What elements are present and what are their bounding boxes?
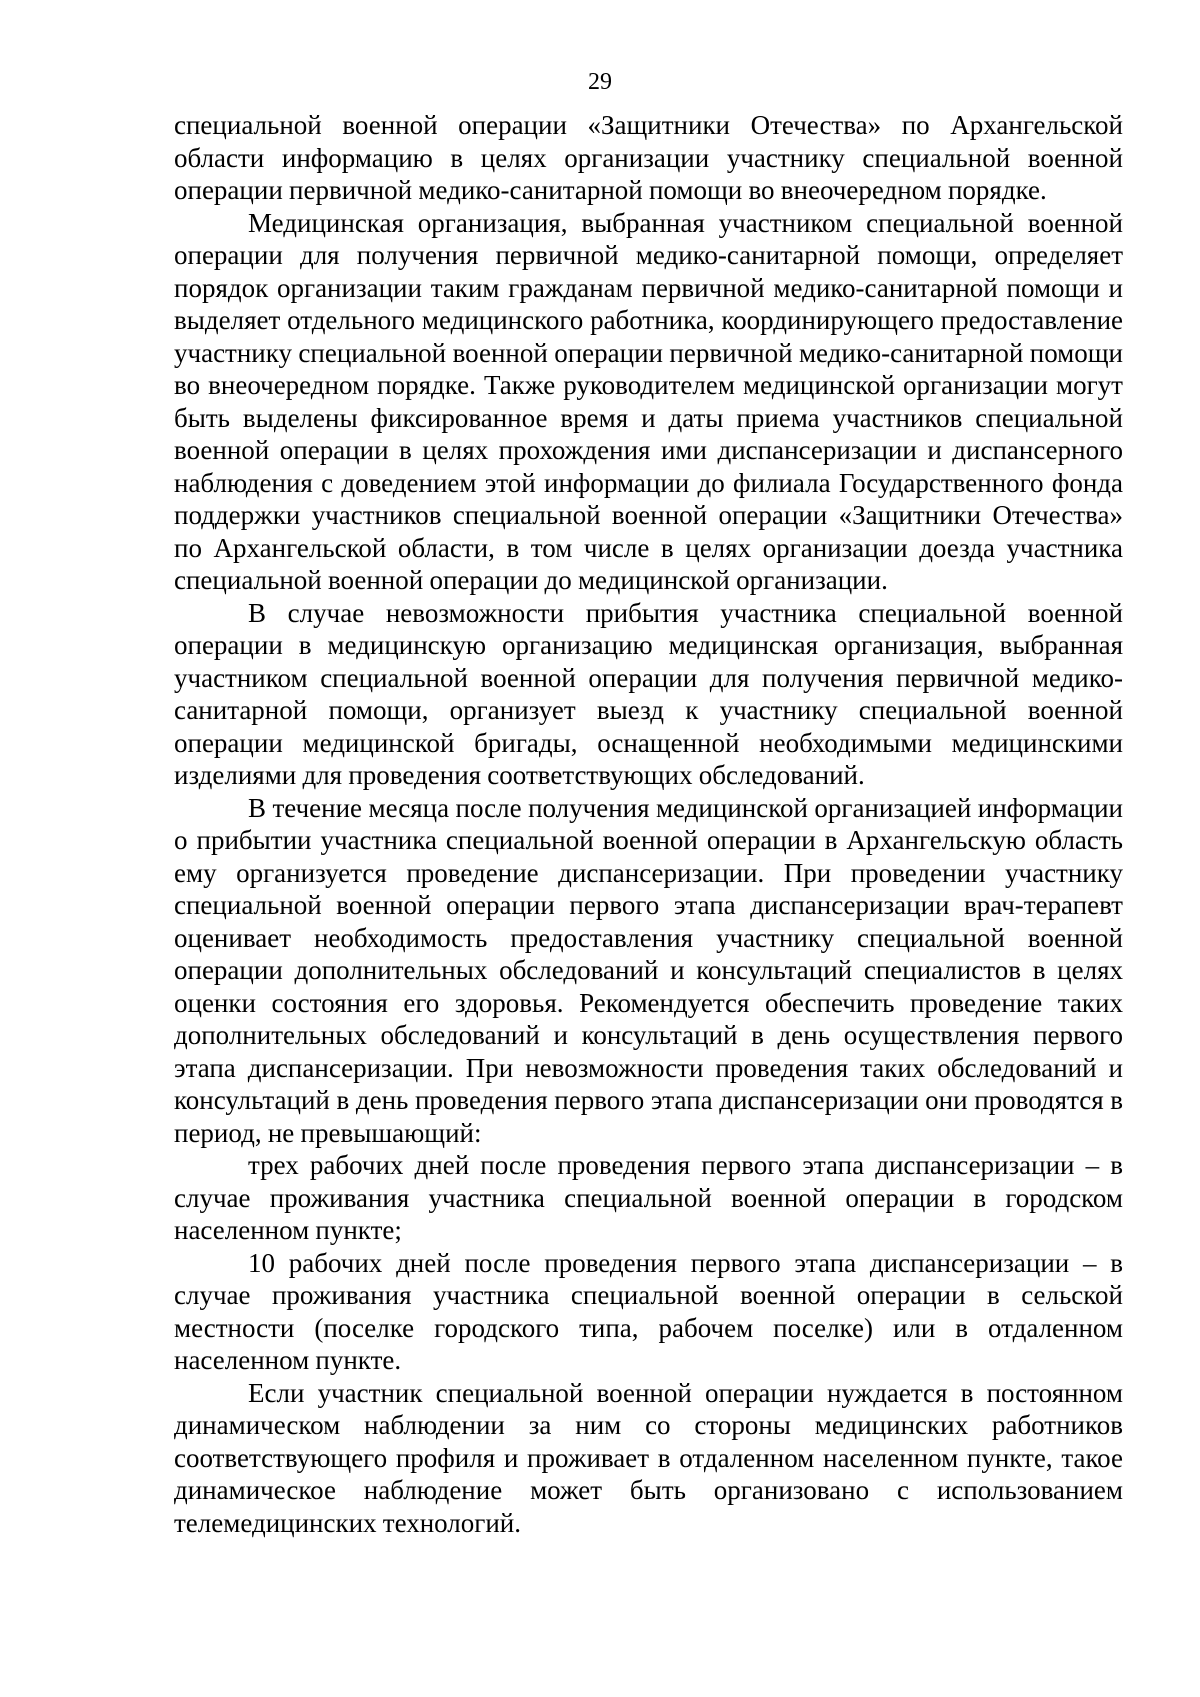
- body-text: [174, 109, 1123, 1539]
- paragraph: В течение месяца после получения медицинской организацией информации о прибытии участника специальной военной операции в Архангельскую область ему организуется проведение диспансеризации. При проведении участнику специальной военной операции первого этапа диспансеризации врач-терапевт оценивает необходимость предоставления участнику специальной военной операции дополнительных обследований и консультаций специалистов в целях оценки состояния его здоровья. Рекомендуется обеспечить проведение таких дополнительных обследований и консультаций в день осуществления первого этапа диспансеризации. При невозможности проведения таких обследований и консультаций в день проведения первого этапа диспансеризации они проводятся в период, не превышающий:: [174, 792, 1123, 1148]
- paragraph: 10 рабочих дней после проведения первого этапа диспансеризации – в случае проживания участника специальной военной операции в сельской местности (поселке городского типа, рабочем поселке) или в отдаленном населенном пункте.: [174, 1247, 1123, 1375]
- paragraph: трех рабочих дней после проведения первого этапа диспансеризации – в случае проживания участника специальной военной операции в городском населенном пункте;: [174, 1150, 1123, 1245]
- paragraph: Медицинская организация, выбранная участником специальной военной операции для получения первичной медико-санитарной помощи, определяет порядок организации таким гражданам первичной медико-санитарной помощи и выделяет отдельного медицинского работника, координирующего предоставление участнику специальной военной операции первичной медико-санитарной помощи во внеочередном порядке. Также руководителем медицинской организации могут быть выделены фиксированное время и даты приема участников специальной военной операции в целях прохождения ими диспансеризации и диспансерного наблюдения с доведением этой информации до филиала Государственного фонда поддержки участников специальной военной операции «Защитники Отечества» по Архангельской области, в том числе в целях организации доезда участника специальной военной операции до медицинской организации.: [174, 207, 1123, 595]
- paragraph-continuation: специальной военной операции «Защитники Отечества» по Архангельской области информацию в целях организации участнику специальной военной операции первичной медико-санитарной помощи во внеочередном порядке.: [174, 110, 1123, 205]
- page-number: 29: [588, 69, 612, 95]
- paragraph: В случае невозможности прибытия участника специальной военной операции в медицинскую организацию медицинская организация, выбранная участником специальной военной операции для получения первичной медико-санитарной помощи, организует выезд к участнику специальной военной операции медицинской бригады, оснащенной необходимыми медицинскими изделиями для проведения соответствующих обследований.: [174, 597, 1123, 790]
- paragraph: Если участник специальной военной операции нуждается в постоянном динамическом наблюдении за ним со стороны медицинских работников соответствующего профиля и проживает в отдаленном населенном пункте, такое динамическое наблюдение может быть организовано с использованием телемедицинских технологий.: [174, 1377, 1123, 1538]
